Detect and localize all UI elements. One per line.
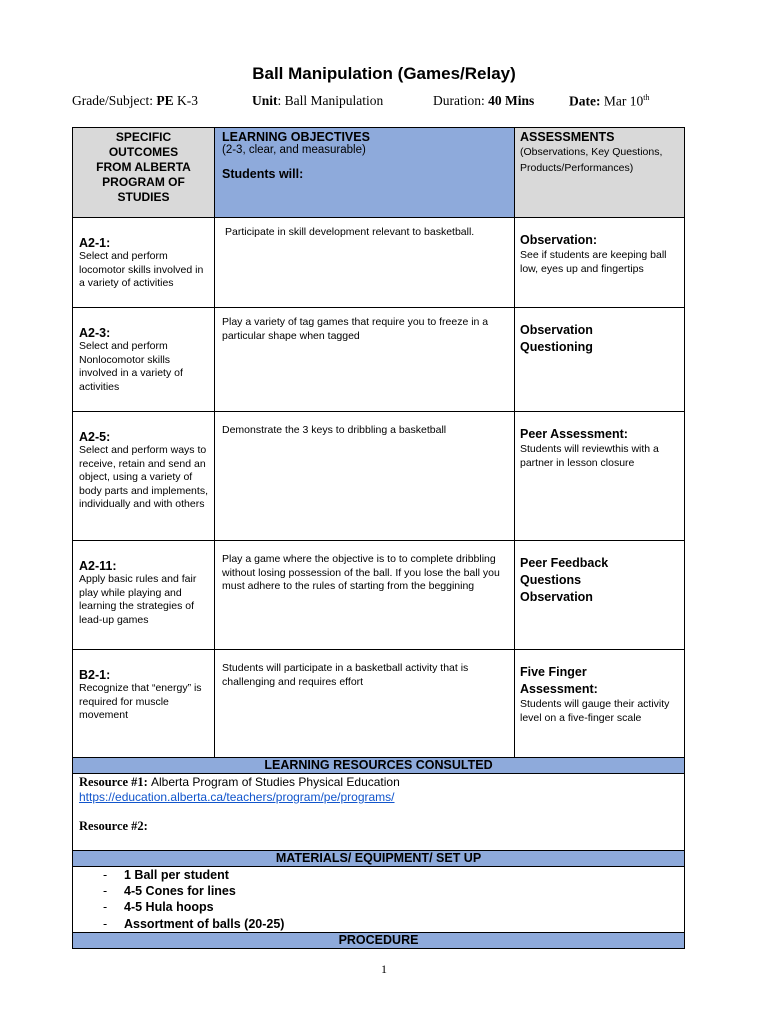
material-item-text: 1 Ball per student [124, 868, 229, 882]
date-label: Date: [569, 93, 601, 109]
unit-label: Unit [252, 93, 278, 108]
objective-text: Participate in skill development relevant to basketball. [225, 226, 475, 238]
objectives-header [215, 128, 515, 218]
list-item: - 4-5 Cones for lines [103, 884, 236, 899]
header-row [73, 128, 685, 218]
assessment-heading: Five Finger Assessment: [520, 665, 598, 696]
unit-info [252, 93, 383, 109]
assessments-title: ASSESSMENTS [520, 130, 615, 144]
materials-cell [73, 867, 685, 933]
outcome-description: Select and perform Nonlocomotor skills involved in a variety of activities [79, 340, 183, 393]
list-item: - 4-5 Hula hoops [103, 900, 214, 915]
assessment-cell [515, 541, 685, 650]
material-item-text: Assortment of balls (20-25) [124, 916, 285, 931]
outcome-cell [73, 412, 215, 541]
date-value: Mar 10 [603, 93, 644, 109]
material-item-text: 4-5 Cones for lines [124, 884, 236, 899]
resources-cell [73, 774, 685, 851]
table-row [73, 541, 685, 650]
assessments-header [515, 128, 685, 218]
outcome-code: A2-11: [79, 559, 117, 573]
assessment-description: Students will reviewthis with a partner in lesson closure [520, 443, 659, 469]
grade-label: Grade/Subject: [72, 93, 153, 108]
table-row [73, 218, 685, 308]
material-item-text: 4-5 Hula hoops [124, 900, 214, 915]
resource-1-label: Resource #1: [79, 775, 148, 789]
objective-cell [215, 541, 515, 650]
outcome-description: Recognize that “energy” is required for muscle movement [79, 682, 202, 721]
duration-value: 40 Mins [488, 93, 535, 108]
outcome-cell [73, 308, 215, 412]
table-row [73, 412, 685, 541]
assessments-subtitle: (Observations, Key Questions, Products/Performances) [520, 146, 663, 174]
duration-label: Duration: [433, 93, 485, 108]
date-suffix: th [643, 93, 650, 102]
resource-2-label: Resource #2: [79, 819, 148, 833]
grade-value: PE [156, 93, 174, 108]
list-item: - Assortment of balls (20-25) [103, 916, 285, 931]
assessment-heading: Peer Feedback Questions Observation [520, 556, 609, 604]
assessment-cell [515, 650, 685, 758]
outcome-code: A2-3: [79, 326, 111, 340]
assessment-heading: Observation: [520, 233, 598, 247]
objective-text: Play a variety of tag games that require you to freeze in a particular shape when tagged [222, 316, 489, 342]
resource-1 [79, 775, 678, 790]
objective-text: Demonstrate the 3 keys to dribbling a basketball [222, 424, 447, 436]
duration-info [433, 93, 534, 109]
resource-1-link[interactable]: https://education.alberta.ca/teachers/program/pe/programs/ [79, 790, 395, 804]
outcome-cell [73, 218, 215, 308]
document-title: Ball Manipulation (Games/Relay) [252, 64, 516, 83]
assessment-description: Students will gauge their activity level on a five-finger scale [520, 698, 670, 724]
grade-level: K-3 [177, 93, 198, 108]
procedure-heading: PROCEDURE [73, 932, 685, 948]
assessment-description: See if students are keeping ball low, eyes up and fingertips [520, 249, 667, 275]
assessment-cell [515, 218, 685, 308]
outcome-description: Apply basic rules and fair play while playing and learning the strategies of lead-up games [79, 573, 197, 626]
objectives-subtitle: (2-3, clear, and measurable) [222, 144, 366, 156]
resources-heading: LEARNING RESOURCES CONSULTED [73, 758, 685, 774]
assessment-cell [515, 308, 685, 412]
objective-cell [215, 308, 515, 412]
outcomes-header [73, 128, 215, 218]
outcome-cell [73, 541, 215, 650]
list-item: - 1 Ball per student [103, 868, 229, 882]
objective-cell [215, 650, 515, 758]
date-info [569, 93, 649, 110]
page-number: 1 [381, 962, 387, 976]
materials-heading-row [73, 851, 685, 867]
materials-list [73, 867, 684, 932]
outcome-code: B2-1: [79, 668, 111, 682]
procedure-heading-row [73, 932, 685, 948]
objective-cell [215, 412, 515, 541]
resource-2 [79, 819, 678, 834]
unit-value: : Ball Manipulation [277, 93, 384, 108]
outcome-description: Select and perform locomotor skills involved in a variety of activities [79, 250, 204, 289]
assessment-heading: Peer Assessment: [520, 427, 628, 441]
objective-text: Students will participate in a basketball activity that is challenging and requires effort [222, 662, 469, 688]
assessment-cell [515, 412, 685, 541]
outcome-cell [73, 650, 215, 758]
outcome-code: A2-1: [79, 236, 111, 250]
outcome-code: A2-5: [79, 430, 111, 444]
table-row [73, 308, 685, 412]
objective-text: Play a game where the objective is to to complete dribbling without losing possession of the ball. If you lose the ball you must adhere to the rules of starting from the beggining [222, 553, 500, 592]
students-will-label: Students will: [222, 167, 304, 181]
table-row [73, 650, 685, 758]
grade-subject [72, 93, 198, 109]
outcomes-header-text: SPECIFIC OUTCOMES FROM ALBERTA PROGRAM OF STUDIES [96, 130, 191, 204]
materials-row [73, 867, 685, 933]
outcome-description: Select and perform ways to receive, retain and send an object, using a variety of body parts and implements, individually and with others [79, 444, 208, 510]
assessment-heading: Observation Questioning [520, 323, 593, 354]
resource-1-text: Alberta Program of Studies Physical Education [150, 775, 400, 789]
objective-cell [215, 218, 515, 308]
materials-heading: MATERIALS/ EQUIPMENT/ SET UP [73, 851, 685, 867]
resources-row [73, 774, 685, 851]
resources-heading-row [73, 758, 685, 774]
objectives-title: LEARNING OBJECTIVES [222, 130, 370, 144]
lesson-plan-table [72, 127, 685, 949]
